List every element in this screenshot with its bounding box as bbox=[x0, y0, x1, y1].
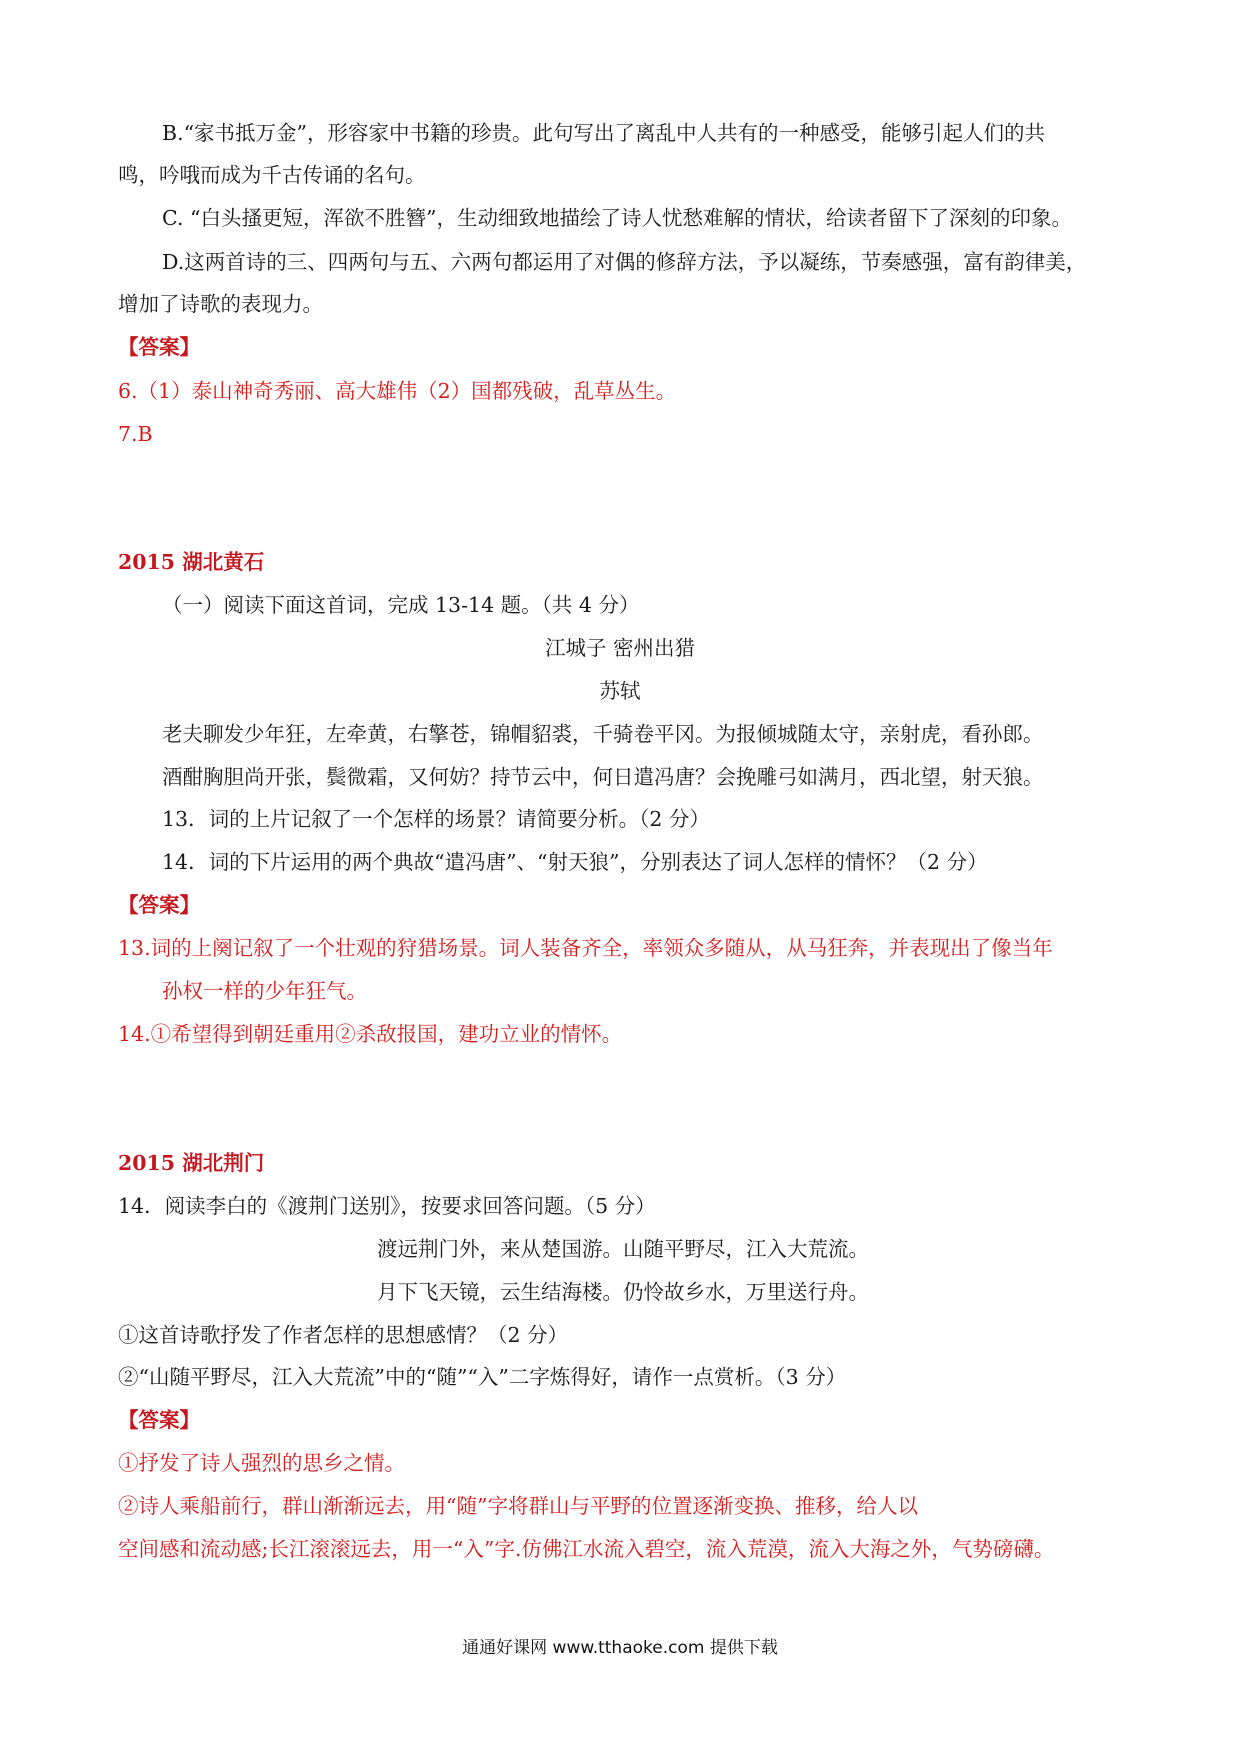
section2-intro: （一）阅读下面这首词，完成 13-14 题。（共 4 分） bbox=[162, 593, 640, 617]
question-14-jingmen: 14．阅读李白的《渡荆门送别》，按要求回答问题。（5 分） bbox=[118, 1194, 656, 1218]
section-heading-huangshi: 2015 湖北黄石 bbox=[118, 550, 265, 574]
answer-label: 【答案】 bbox=[118, 335, 200, 359]
poem-title: 江城子 密州出猎 bbox=[544, 636, 696, 660]
option-d-line2: 增加了诗歌的表现力。 bbox=[118, 292, 323, 316]
poem-line2: 月下飞天镜，云生结海楼。仍怜故乡水，万里送行舟。 bbox=[377, 1280, 869, 1304]
page-footer: 通通好课网 www.tthaoke.com 提供下载 bbox=[462, 1638, 778, 1658]
answer-6: 6.（1）泰山神奇秀丽、高大雄伟（2）国都残破，乱草丛生。 bbox=[118, 379, 677, 403]
sub-question-1: ①这首诗歌抒发了作者怎样的思想感情？（2 分） bbox=[118, 1323, 569, 1347]
poem-line1: 渡远荆门外，来从楚国游。山随平野尽，江入大荒流。 bbox=[377, 1237, 869, 1261]
answer-13-line2: 孙权一样的少年狂气。 bbox=[162, 979, 367, 1003]
option-d-line1: D.这两首诗的三、四两句与五、六两句都运用了对偶的修辞方法，予以凝练，节奏感强，富有韵律美， bbox=[162, 250, 1087, 274]
answer-14: 14.①希望得到朝廷重用②杀敌报国，建功立业的情怀。 bbox=[118, 1022, 623, 1046]
answer-7: 7.B bbox=[118, 422, 153, 446]
answer-label: 【答案】 bbox=[118, 893, 200, 917]
sub-question-2: ②“山随平野尽，江入大荒流”中的“随”“入”二字炼得好，请作一点赏析。（3 分） bbox=[118, 1365, 847, 1389]
poem-line2: 酒酣胸胆尚开张，鬓微霜，又何妨？持节云中，何日遣冯唐？会挽雕弓如满月，西北望，射天狼。 bbox=[162, 765, 1044, 789]
answer-2-line1: ②诗人乘船前行，群山渐渐远去，用“随”字将群山与平野的位置逐渐变换、推移，给人以 bbox=[118, 1494, 918, 1518]
poem-line1: 老夫聊发少年狂，左牵黄，右擎苍，锦帽貂裘，千骑卷平冈。为报倾城随太守，亲射虎，看孙郎。 bbox=[162, 722, 1044, 746]
answer-1: ①抒发了诗人强烈的思乡之情。 bbox=[118, 1451, 405, 1475]
option-b-line1: B.“家书抵万金”，形容家中书籍的珍贵。此句写出了离乱中人共有的一种感受，能够引起人们的共 bbox=[162, 121, 1046, 145]
option-c: C. “白头搔更短，浑欲不胜簪”，生动细致地描绘了诗人忧愁难解的情状，给读者留下了深刻的印象。 bbox=[162, 206, 1072, 230]
answer-2-line2: 空间感和流动感;长江滚滚远去，用一“入”字.仿佛江水流入碧空，流入荒漠，流入大海之外，气势磅礴。 bbox=[118, 1537, 1055, 1561]
poem-author: 苏轼 bbox=[599, 679, 641, 703]
option-b-line2: 鸣，吟哦而成为千古传诵的名句。 bbox=[118, 163, 426, 187]
section-heading-jingmen: 2015 湖北荆门 bbox=[118, 1151, 265, 1175]
question-14: 14．词的下片运用的两个典故“遣冯唐”、“射天狼”，分别表达了词人怎样的情怀？（2 分） bbox=[162, 850, 988, 874]
question-13: 13．词的上片记叙了一个怎样的场景？请简要分析。（2 分） bbox=[162, 807, 710, 831]
answer-label: 【答案】 bbox=[118, 1408, 200, 1432]
answer-13-line1: 13.词的上阕记叙了一个壮观的狩猎场景。词人装备齐全，率领众多随从，从马狂奔，并表现出了像当年 bbox=[118, 936, 1053, 960]
